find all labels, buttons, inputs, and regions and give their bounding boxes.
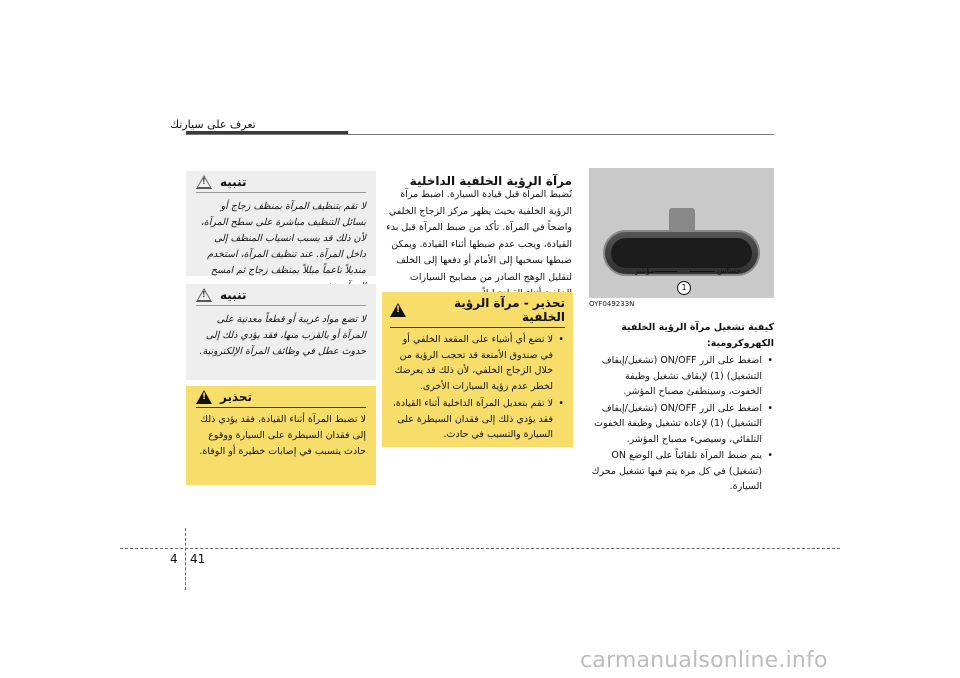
rearview-mirror-illustration (589, 168, 774, 298)
right-column-text (590, 320, 774, 496)
middle-warning-title-row (390, 296, 565, 328)
middle-warning-list (390, 332, 565, 443)
leader-line (655, 271, 677, 272)
list-item: • لا تقم بتعديل المرآة الداخلية أثناء القيادة، فقد يؤدي ذلك إلى فقدان السيطرة على السيارة والتسبب في حادث. (390, 396, 553, 443)
leader-line (689, 271, 715, 272)
section-header-title: تعرف على سيارتك (170, 118, 256, 131)
chapter-number: 4 (170, 552, 178, 566)
header-rule (186, 134, 774, 135)
caution-body: لا تضع مواد غريبة أو قطعاً معدنية على المرآة أو بالقرب منها، فقد يؤدي ذلك إلى حدوث عطل في وظائف المرآة الإلكترونية. (199, 314, 366, 357)
warning-triangle-icon (196, 390, 212, 404)
caution-triangle-icon (196, 288, 212, 302)
caution-title: تنبيه (220, 175, 247, 189)
figure-label-sensor: حساس (717, 266, 742, 275)
figure-code: OYF049233N (589, 300, 635, 308)
right-column-list (590, 353, 774, 495)
caution-box-title-row (196, 175, 366, 193)
middle-warning-title: تحذير - مرآة الرؤية الخلفية (454, 296, 565, 324)
warning-body: لا تضبط المرآة أثناء القيادة، فقد يؤدي ذلك إلى فقدان السيطرة على السيارة ووقوع حادث يتسبب في إصابات خطيرة أو الوفاة. (199, 414, 366, 457)
right-column-title: كيفية تشغيل مرآة الرؤية الخلفية الكهروكرومية: (621, 322, 774, 349)
caution-box-title-row (196, 288, 366, 306)
middle-warning-box (382, 292, 573, 447)
footer-vertical-rule (185, 528, 186, 590)
warning-box-title-row (196, 390, 366, 408)
list-item: • يتم ضبط المرآة تلقائياً على الوضع ON (تشغيل) في كل مرة يتم فيها تشغيل محرك السيارة. (590, 448, 762, 495)
mirror-glass (611, 238, 752, 268)
middle-paragraph: تُضبط المرآة قبل قيادة السيارة. اضبط مرآة الرؤية الخلفية بحيث يظهر مركز الزجاج الخلفي واضحاً في المرآة. تأكد من ضبط المرآة قبل بدء القيادة، ويجب عدم ضبطها أثناء القيادة. ويمكن ضبطها بسحبها إلى الأمام أو دفعها إلى الخلف لتقليل الوهج الصادر من مصابيح السيارات (386, 189, 572, 283)
list-item: • اضغط على الزر ON/OFF (تشغيل/إيقاف التشغيل) (1) لإعادة تشغيل وظيفة الخفوت التلقائي، وسيضيء مصباح المؤشر. (590, 401, 762, 448)
middle-section-title: مرآة الرؤية الخلفية الداخلية (409, 174, 572, 188)
caution-box-objects (186, 284, 376, 380)
footer-dashed-rule (120, 548, 840, 549)
site-watermark: carmanualsonline.info (580, 648, 828, 673)
caution-box-cleaning (186, 171, 376, 276)
list-item: • اضغط على الزر ON/OFF (تشغيل/إيقاف التشغيل) (1) لإيقاف تشغيل وظيفة الخفوت، وسينطفئ مصباح المؤشر. (590, 353, 762, 400)
warning-box-adjust (186, 386, 376, 485)
callout-number-badge: 1 (677, 281, 691, 295)
caution-body: لا تقم بتنظيف المرآة بمنظف زجاج أو بسائل التنظيف مباشرة على سطح المرآة، لأن ذلك قد يسبب انسياب المنظف إلى داخل المرآة. عند تنظيف المرآة، استخدم منديلاً ناعماً مبللاً بمنظف زجاج ثم امسح (200, 201, 366, 276)
caution-title: تنبيه (220, 288, 247, 302)
warning-title: تحذير (220, 390, 253, 404)
list-item: • لا تضع أي أشياء على المقعد الخلفي أو في صندوق الأمتعة قد تحجب الرؤية من خلال الزجاج الخلفي، لأن ذلك قد يعرضك لخطر عدم رؤية السيارات الأخرى. (390, 332, 553, 394)
warning-triangle-icon (390, 303, 406, 317)
mirror-mount (669, 208, 695, 232)
figure-label-indicator: مؤشر (635, 266, 655, 275)
page-number: 41 (190, 552, 206, 566)
caution-triangle-icon (196, 175, 212, 189)
